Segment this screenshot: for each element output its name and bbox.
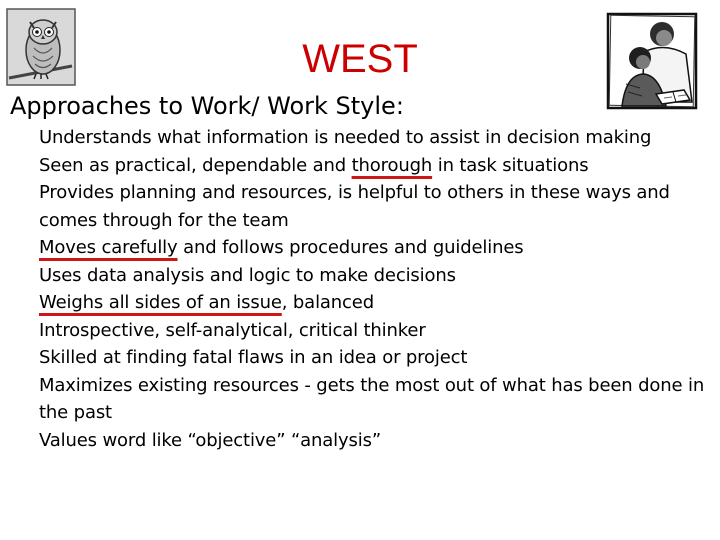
list-item-text: Skilled at finding fatal flaws in an idea or project	[39, 347, 468, 368]
list-item-text: Values word like “objective” “analysis”	[39, 429, 382, 451]
list-item-text: the past	[39, 402, 112, 423]
list-item	[39, 399, 715, 427]
list-item	[39, 372, 715, 400]
list-item	[39, 262, 715, 290]
list-item	[39, 179, 715, 207]
list-item-text: Maximizes existing resources - gets the most out of what has been done in	[39, 374, 705, 396]
list-item	[39, 427, 715, 455]
list-item-text: Introspective, self-analytical, critical thinker	[39, 319, 426, 341]
list-item	[39, 124, 715, 152]
list-item	[39, 207, 715, 235]
list-item: Seen as practical, dependable and thorough in task situations	[39, 154, 589, 176]
list-item: Weighs all sides of an issue, balanced	[39, 292, 375, 313]
highlighted-phrase: thorough	[351, 154, 433, 176]
highlighted-phrase: Moves carefully	[39, 237, 178, 258]
page-title: WEST	[302, 37, 418, 81]
work-style-list	[39, 124, 715, 454]
list-item	[39, 317, 715, 345]
list-item	[39, 344, 715, 372]
list-item-text: Provides planning and resources, is helpful to others in these ways and	[39, 182, 670, 203]
list-item-text: comes through for the team	[39, 209, 289, 231]
highlighted-phrase: Weighs all sides of an issue	[39, 292, 282, 313]
list-item-text: Uses data analysis and logic to make decisions	[39, 264, 456, 286]
two-people-reading-illustration	[606, 12, 698, 110]
list-item-text: Understands what information is needed to assist in decision making	[39, 127, 652, 148]
section-heading: Approaches to Work/ Work Style:	[10, 92, 404, 120]
list-item: Moves carefully and follows procedures and guidelines	[39, 237, 524, 258]
